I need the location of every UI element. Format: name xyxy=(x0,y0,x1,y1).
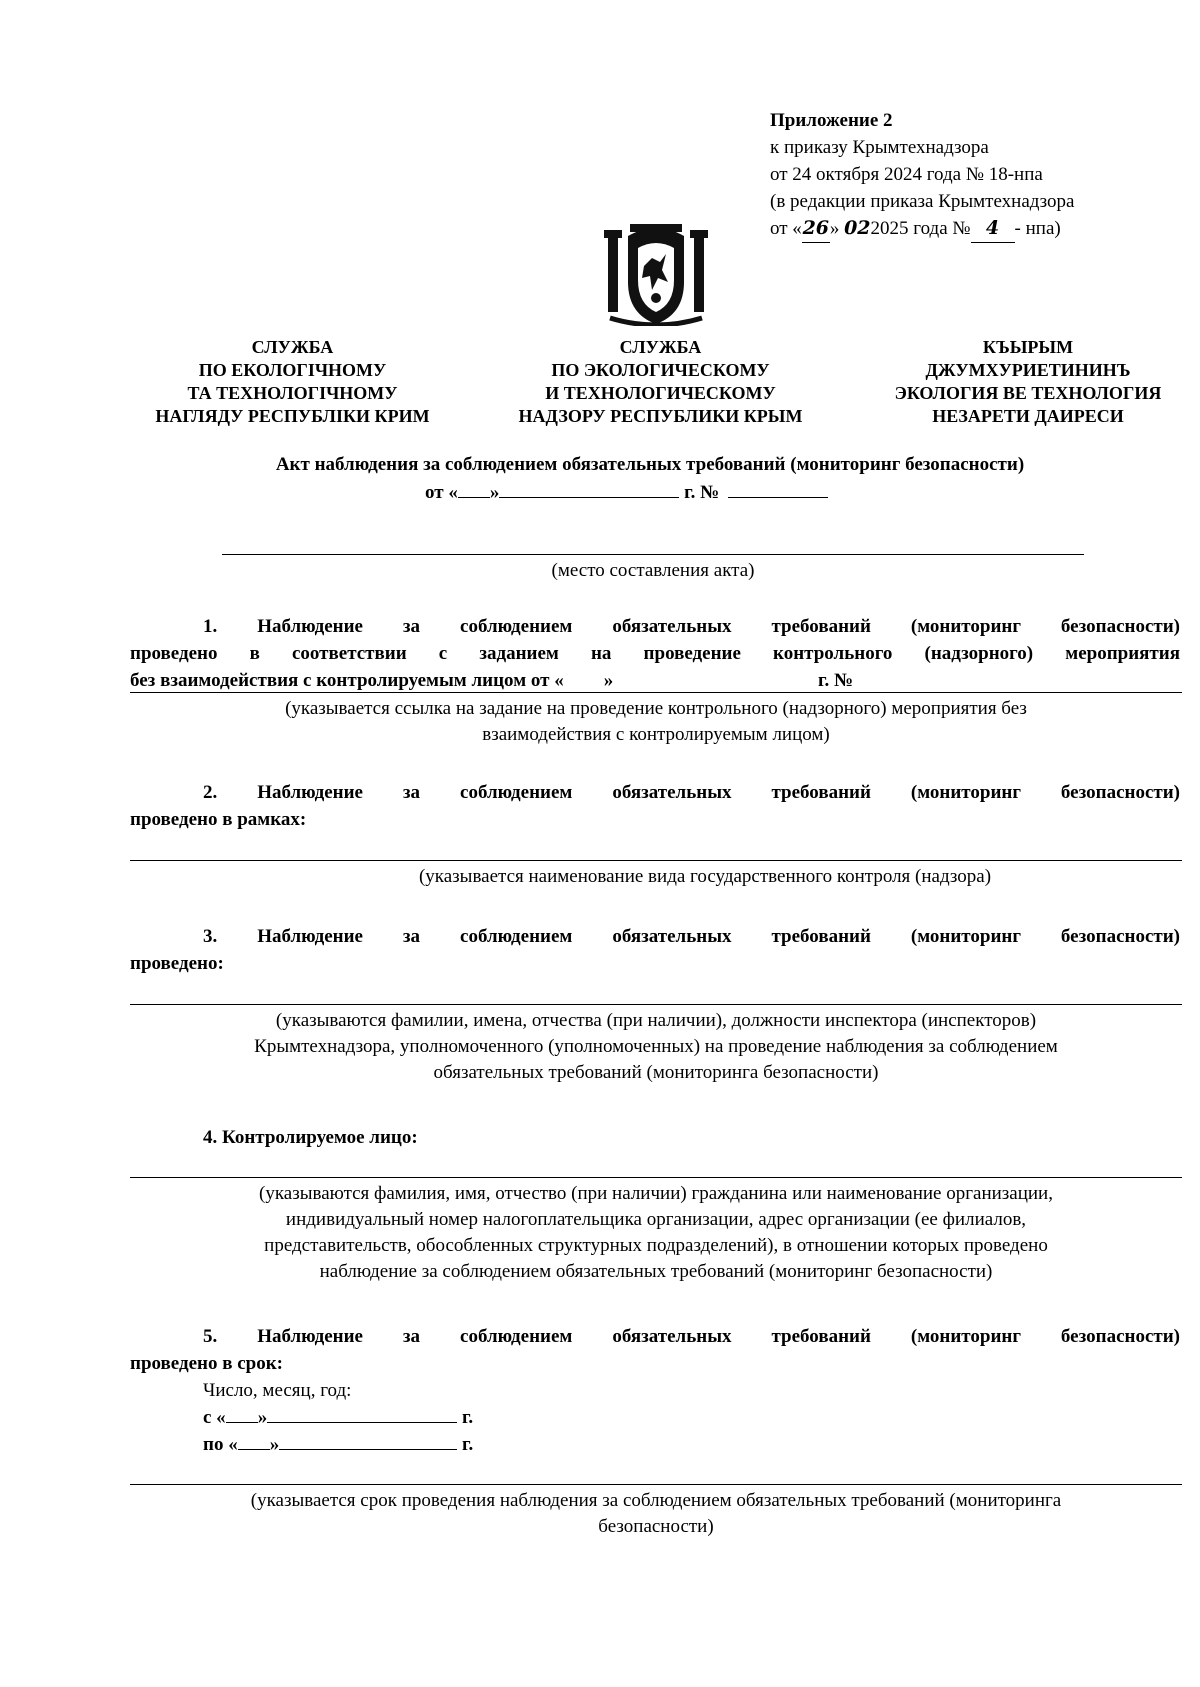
section2-line2: проведено в рамках: xyxy=(130,809,307,830)
section2-line1: 2. Наблюдение за соблюдением обязательных требований (мониторинг безопасности) xyxy=(203,782,1180,803)
appendix-order-date: от 24 октября 2024 года № 18-нпа xyxy=(770,164,1043,185)
section5-from-date[interactable]: с « » г. xyxy=(203,1407,474,1428)
act-date-line: от « » г. № xyxy=(425,482,828,504)
place-caption: (место составления акта) xyxy=(551,560,755,581)
section5-line1: 5. Наблюдение за соблюдением обязательных требований (мониторинг безопасности) xyxy=(203,1326,1180,1347)
section4-caption: (указываются фамилия, имя, отчество (при наличии) гражданина или наименование организации, индивидуальный номер налогоплательщика организации, адрес организации (ее филиалов, представительств, обособленных структурных подразделений), в отношении которых проведено наблюдение за соблюдением обязательных требований (мониторинг безопасности) xyxy=(259,1183,1053,1282)
section2-caption: (указывается наименование вида государственного контроля (надзора) xyxy=(418,866,992,887)
section2-control-type-field[interactable] xyxy=(130,860,1182,861)
section1-reference-field[interactable] xyxy=(130,692,1182,693)
appendix-block xyxy=(770,107,1075,243)
section5-date-label: Число, месяц, год: xyxy=(203,1380,352,1401)
section4-controlled-person-field[interactable] xyxy=(130,1177,1182,1178)
place-field[interactable] xyxy=(222,554,1084,555)
header-crimean-tatar: КЪЫРЫМ ДЖУМХУРИЕТИНИНЪ ЭКОЛОГИЯ ВЕ ТЕХНОЛОГИЯ НЕЗАРЕТИ ДАИРЕСИ xyxy=(894,337,1162,426)
section5-period-field[interactable] xyxy=(130,1484,1182,1485)
handwritten-number: 4 xyxy=(971,215,1015,243)
section3-inspectors-field[interactable] xyxy=(130,1004,1182,1005)
section3-caption: (указываются фамилии, имена, отчества (при наличии), должности инспектора (инспекторов) Крымтехнадзора, уполномоченного (уполномоченных) на проведение наблюдения за соблюдением обязательных требований (мониторинга безопасности) xyxy=(254,1010,1058,1083)
header-ukrainian: СЛУЖБА ПО ЕКОЛОГІЧНОМУ ТА ТЕХНОЛОГІЧНОМУ НАГЛЯДУ РЕСПУБЛІКИ КРИМ xyxy=(155,337,430,426)
section5-line2: проведено в срок: xyxy=(130,1353,284,1374)
coat-of-arms-icon xyxy=(600,222,712,326)
section1-line3: без взаимодействия с контролируемым лицом от « » г. № xyxy=(130,670,854,691)
header-russian: СЛУЖБА ПО ЭКОЛОГИЧЕСКОМУ И ТЕХНОЛОГИЧЕСКОМУ НАДЗОРУ РЕСПУБЛИКИ КРЫМ xyxy=(518,337,803,426)
handwritten-day: 26 xyxy=(802,215,830,243)
appendix-revision: (в редакции приказа Крымтехнадзора xyxy=(770,191,1075,212)
appendix-revision-date: от «26» 022025 года № 4 - нпа) xyxy=(770,215,1075,243)
section5-caption: (указывается срок проведения наблюдения за соблюдением обязательных требований (мониторинга безопасности) xyxy=(250,1490,1062,1537)
appendix-order-ref: к приказу Крымтехнадзора xyxy=(770,137,989,158)
handwritten-month: 02 xyxy=(844,217,871,239)
section1-line1: 1. Наблюдение за соблюдением обязательных требований (мониторинг безопасности) xyxy=(203,616,1180,637)
section1-line2: проведено в соответствии с заданием на проведение контрольного (надзорного) мероприятия xyxy=(130,643,1180,664)
section3-line2: проведено: xyxy=(130,953,224,974)
section1-caption: (указывается ссылка на задание на проведение контрольного (надзорного) мероприятия без взаимодействия с контролируемым лицом) xyxy=(285,698,1027,745)
section4-line1: 4. Контролируемое лицо: xyxy=(203,1127,418,1148)
appendix-title: Приложение 2 xyxy=(770,110,893,131)
act-title: Акт наблюдения за соблюдением обязательных требований (мониторинг безопасности) xyxy=(275,454,1025,475)
section3-line1: 3. Наблюдение за соблюдением обязательных требований (мониторинг безопасности) xyxy=(203,926,1180,947)
section5-to-date[interactable]: по « » г. xyxy=(203,1434,474,1455)
